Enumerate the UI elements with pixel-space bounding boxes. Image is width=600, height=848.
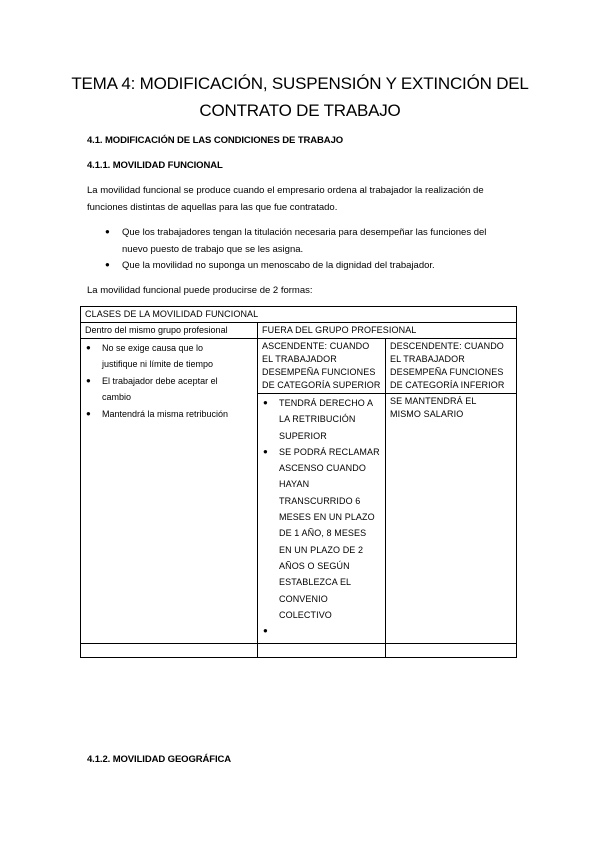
title-line-1: TEMA 4: MODIFICACIÓN, SUSPENSIÓN Y EXTINCIÓN DEL [71,74,529,93]
ascendente-header-line-1: ASCENDENTE: CUANDO [262,341,370,351]
ascendente-item-1-line-2: LA RETRIBUCIÓN [279,414,356,425]
within-item-3 [85,406,253,422]
heading-4-1: 4.1. MODIFICACIÓN DE LAS CONDICIONES DE TRABAJO [87,135,344,146]
requirement-item-1 [122,224,518,258]
ascendente-item-2-line-11: COLECTIVO [279,609,332,620]
bullet-dot-2: ● [105,260,110,269]
col-outside-group: FUERA DEL GRUPO PROFESIONAL [258,323,517,339]
ascendente-header [258,339,386,394]
ascendente-item-2-dot: ● [263,446,268,456]
ascendente-header-line-2: EL TRABAJADOR [262,354,337,364]
ascendente-item-2-line-9: ESTABLEZCA EL [279,577,352,588]
ascendente-item-1-line-1: TENDRÁ DERECHO A [279,398,374,408]
within-item-2 [85,373,253,406]
col-within-group: Dentro del mismo grupo profesional [81,323,258,339]
ascendente-item-2-line-2: ASCENSO CUANDO [279,463,366,474]
ascendente-item-2-line-7: EN UN PLAZO DE 2 [279,544,364,555]
descendente-details-cell [386,394,517,644]
ascendente-item-2-line-5: MESES EN UN PLAZO [279,512,375,523]
empty-cell-3 [386,644,517,658]
intro-line-1: La movilidad funcional se produce cuando el empresario ordena al trabajador la realización de [87,185,484,196]
within-item-3-dot: ● [86,408,91,418]
within-item-1-line-2: justifique ni límite de tiempo [102,359,214,370]
ascendente-item-1-dot: ● [263,398,268,407]
requirement-2-line-1: Que la movilidad no suponga un menoscabo de la dignidad del trabajador. [122,260,435,271]
bullet-dot-1: ● [105,227,110,236]
descendente-item-line-1: SE MANTENDRÁ EL [390,396,477,406]
heading-4-1-2: 4.1.2. MOVILIDAD GEOGRÁFICA [87,754,232,765]
empty-cell-1 [81,644,258,658]
empty-cell-2 [258,644,386,658]
within-group-cell [81,339,258,644]
ascendente-item-3-dot: ● [263,626,268,636]
ascendente-item-3-line-1 [279,623,381,639]
requirement-1-line-1: Que los trabajadores tengan la titulación necesaria para desempeñar las funciones del [122,227,487,238]
descendente-header-line-2: EL TRABAJADOR [390,354,465,364]
ascendente-details-cell [258,394,386,644]
descendente-header-line-4: DE CATEGORÍA INFERIOR [390,380,505,390]
descendente-header-line-3: DESEMPEÑA FUNCIONES [390,367,504,377]
intro-line-2: funciones distintas de aquellas para las que fue contratado. [87,202,338,213]
ascendente-item-2-line-10: CONVENIO [279,593,328,604]
within-item-1-dot: ● [86,343,91,352]
intro-paragraph [87,182,517,216]
heading-4-1-1: 4.1.1. MOVILIDAD FUNCIONAL [87,160,223,171]
within-item-2-line-2: cambio [102,392,132,403]
ascendente-item-2-line-4: TRANSCURRIDO 6 [279,495,361,506]
within-item-3-line-1: Mantendrá la misma retribución [102,408,229,419]
ascendente-item-2-line-3: HAYAN [279,479,310,490]
mobility-classes-table [80,306,517,658]
ascendente-item-2-line-1: SE PODRÁ RECLAMAR [279,446,380,457]
within-item-2-line-1: El trabajador debe aceptar el [102,375,218,386]
within-item-1-line-1: No se exige causa que lo [102,343,204,353]
requirement-1-line-2: nuevo puesto de trabajo que se les asigna. [122,244,304,255]
ascendente-item-2 [262,444,381,623]
ascendente-item-1-line-3: SUPERIOR [279,430,327,441]
ascendente-item-3-empty [262,623,381,639]
ascendente-item-2-line-8: AÑOS O SEGÚN [279,560,350,571]
title-line-2: CONTRATO DE TRABAJO [199,101,401,120]
forms-paragraph: La movilidad funcional puede producirse de 2 formas: [87,285,313,296]
descendente-item-line-2: MISMO SALARIO [390,409,464,419]
requirement-item-2 [122,257,518,274]
ascendente-item-2-line-6: DE 1 AÑO, 8 MESES [279,528,367,539]
ascendente-header-line-4: DE CATEGORÍA SUPERIOR [262,380,381,390]
ascendente-header-line-3: DESEMPEÑA FUNCIONES [262,367,376,377]
page-title [60,70,540,124]
descendente-header-line-1: DESCENDENTE: CUANDO [390,341,504,351]
cell-spacer [262,639,381,642]
within-item-2-dot: ● [86,375,91,385]
descendente-header [386,339,517,394]
table-header: CLASES DE LA MOVILIDAD FUNCIONAL [81,307,517,323]
ascendente-item-1 [262,395,381,444]
within-item-1 [85,340,253,373]
